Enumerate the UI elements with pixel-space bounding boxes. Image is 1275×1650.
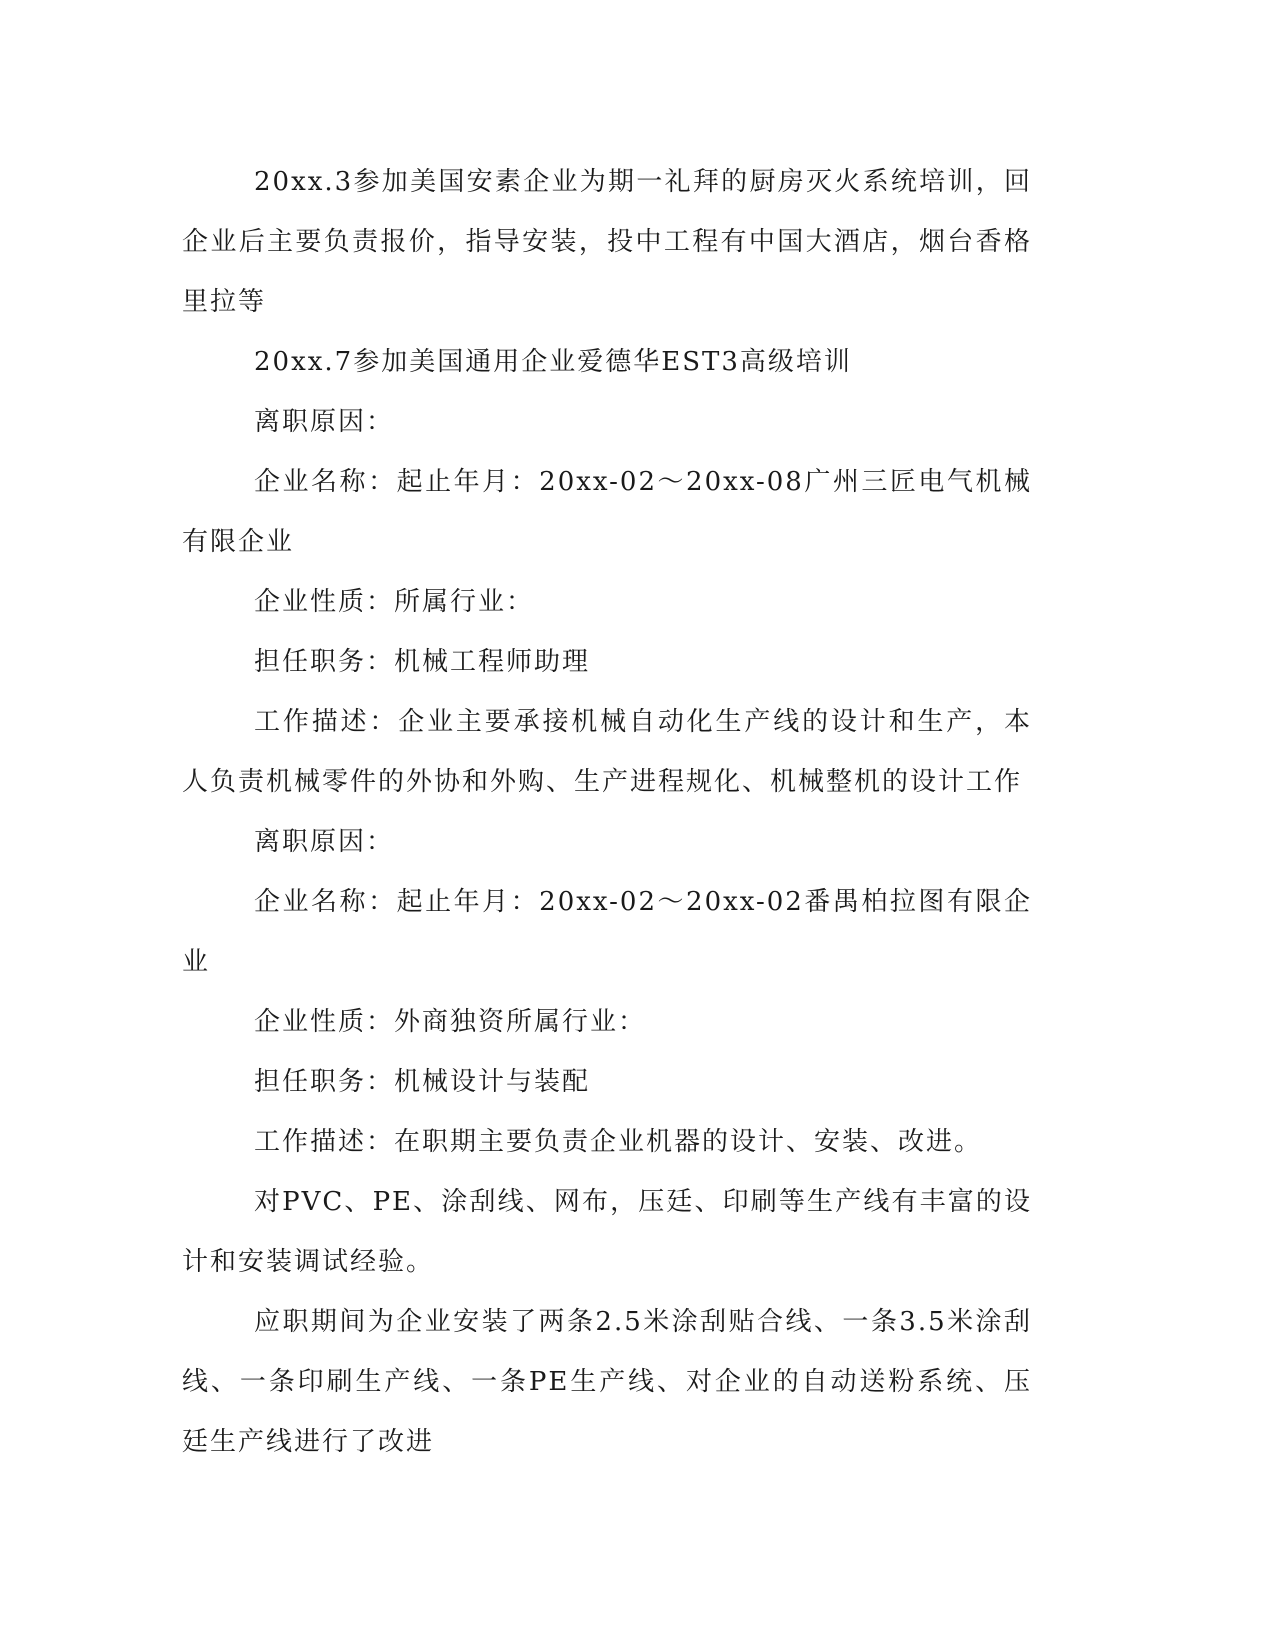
paragraph-achievements: 应职期间为企业安装了两条2.5米涂刮贴合线、一条3.5米涂刮线、一条印刷生产线、一条PE生产线、对企业的自动送粉系统、压廷生产线进行了改进	[182, 1307, 1032, 1457]
paragraph-job-description-2: 工作描述：在职期主要负责企业机器的设计、安装、改进。	[254, 1127, 983, 1157]
document-body	[182, 152, 1032, 1472]
paragraph-training-est3: 20xx.7参加美国通用企业爱德华EST3高级培训	[254, 347, 852, 377]
paragraph-leave-reason-2: 离职原因：	[254, 827, 395, 857]
paragraph-position-2: 担任职务：机械设计与装配	[254, 1067, 591, 1097]
paragraph-training-kitchen-fire: 20xx.3参加美国安素企业为期一礼拜的厨房灭火系统培训，回企业后主要负责报价，指导安装，投中工程有中国大酒店，烟台香格里拉等	[182, 167, 1032, 317]
paragraph-job-description-1: 工作描述：企业主要承接机械自动化生产线的设计和生产，本人负责机械零件的外协和外购、生产进程规化、机械整机的设计工作	[182, 707, 1032, 797]
paragraph-position-1: 担任职务：机械工程师助理	[254, 647, 591, 677]
paragraph-company-nature-1: 企业性质：所属行业：	[254, 587, 535, 617]
paragraph-company-nature-2: 企业性质：外商独资所属行业：	[254, 1007, 647, 1037]
paragraph-company-name-2: 企业名称：起止年月：20xx-02～20xx-02番禺柏拉图有限企业	[182, 887, 1032, 977]
paragraph-company-name-1: 企业名称：起止年月：20xx-02～20xx-08广州三匠电气机械有限企业	[182, 467, 1032, 557]
paragraph-experience: 对PVC、PE、涂刮线、网布，压廷、印刷等生产线有丰富的设计和安装调试经验。	[182, 1187, 1032, 1277]
paragraph-leave-reason-1: 离职原因：	[254, 407, 395, 437]
